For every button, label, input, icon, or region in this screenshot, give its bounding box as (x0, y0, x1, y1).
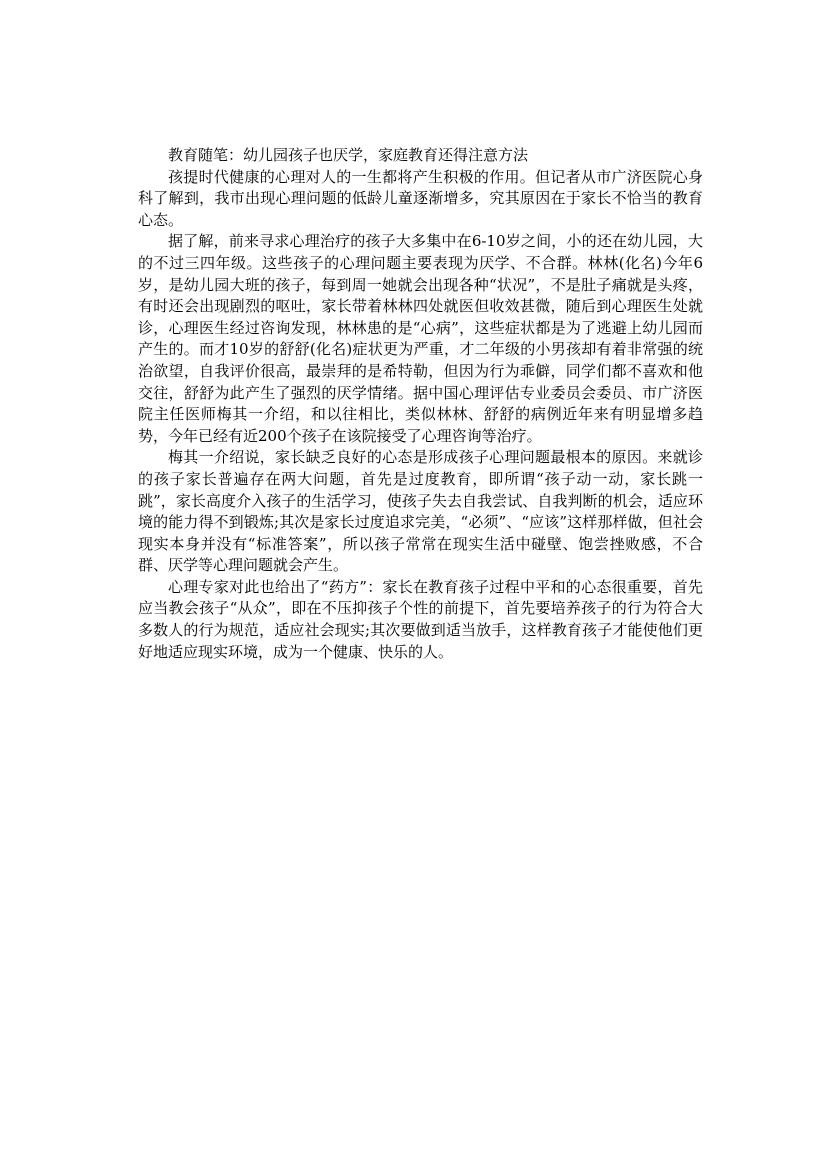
article-body (138, 145, 703, 663)
paragraph-cases: 据了解，前来寻求心理治疗的孩子大多集中在6-10岁之间，小的还在幼儿园，大的不过三四年级。这些孩子的心理问题主要表现为厌学、不合群。林林(化名)今年6岁，是幼儿园大班的孩子，每到周一她就会出现各种“状况”，不是肚子痛就是头疼，有时还会出现剧烈的呕吐，家长带着林林四处就医但收效甚微，随后到心理医生处就诊，心理医生经过咨询发现，林林患的是“心病”，这些症状都是为了逃避上幼儿园而产生的。而才10岁的舒舒(化名)症状更为严重，才二年级的小男孩却有着非常强的统治欲望，自我评价很高，最崇拜的是希特勒，但因为行为乖僻，同学们都不喜欢和他交往，舒舒为此产生了强烈的厌学情绪。据中国心理评估专业委员会委员、市广济医院主任医师梅其一介绍，和以往相比，类似林林、舒舒的病例近年来有明显增多趋势，今年已经有近200个孩子在该院接受了心理咨询等治疗。 (138, 232, 703, 445)
paragraph-intro: 孩提时代健康的心理对人的一生都将产生积极的作用。但记者从市广济医院心身科了解到，我市出现心理问题的低龄儿童逐渐增多，究其原因在于家长不恰当的教育心态。 (138, 167, 703, 229)
paragraph-causes: 梅其一介绍说，家长缺乏良好的心态是形成孩子心理问题最根本的原因。来就诊的孩子家长普遍存在两大问题，首先是过度教育，即所谓“孩子动一动，家长跳一跳”，家长高度介入孩子的生活学习，使孩子失去自我尝试、自我判断的机会，适应环境的能力得不到锻炼;其次是家长过度追求完美，“必须”、“应该”这样那样做，但社会现实本身并没有“标准答案”，所以孩子常常在现实生活中碰壁、饱尝挫败感，不合群、厌学等心理问题就会产生。 (138, 448, 703, 575)
article-title: 教育随笔：幼儿园孩子也厌学，家庭教育还得注意方法 (168, 146, 529, 164)
paragraph-advice: 心理专家对此也给出了“药方”：家长在教育孩子过程中平和的心态很重要，首先应当教会孩子“从众”，即在不压抑孩子个性的前提下，首先要培养孩子的行为符合大多数人的行为规范，适应社会现实;其次要做到适当放手，这样教育孩子才能使他们更好地适应现实环境，成为一个健康、快乐的人。 (138, 577, 703, 661)
